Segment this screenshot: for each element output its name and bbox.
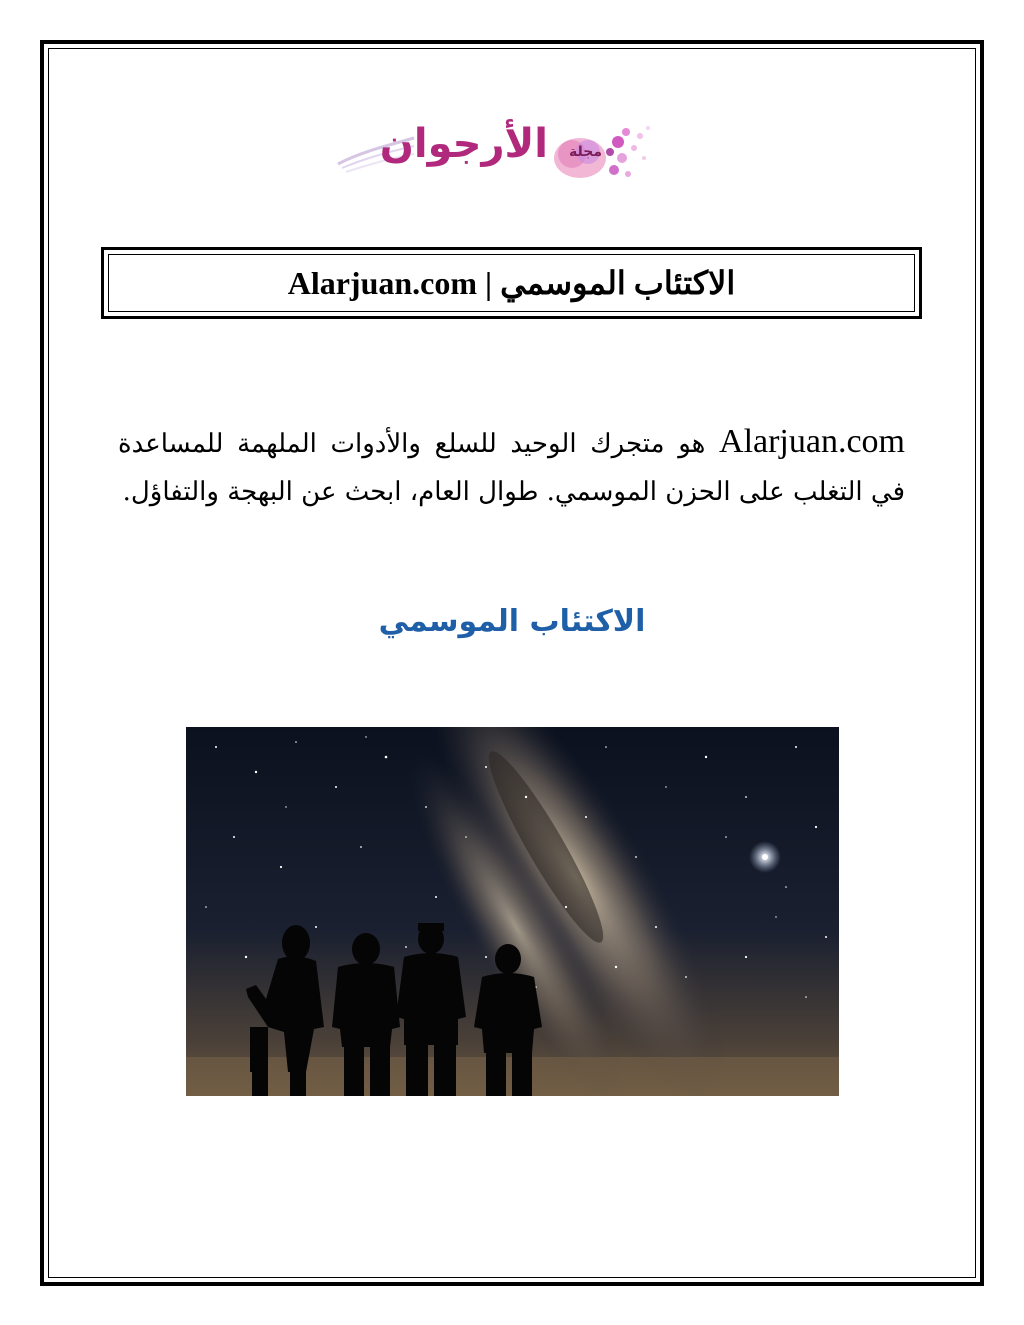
hero-image: [186, 727, 839, 1096]
title-topic: الاكتئاب الموسمي: [500, 265, 736, 301]
intro-brand: Alarjuan.com: [719, 423, 906, 460]
title-box: [101, 247, 922, 319]
bubbles-icon: [604, 118, 666, 188]
logo-name: الأرجوان: [379, 121, 548, 167]
page-border: [40, 40, 984, 1286]
intro-paragraph: [118, 418, 905, 516]
title-box-inner: [108, 254, 915, 312]
logo-badge-label: مجلة: [569, 144, 602, 160]
title-separator: |: [485, 265, 493, 301]
intro-text: هو متجرك الوحيد للسلع والأدوات الملهمة للمساعدة في التغلب على الحزن الموسمي. طوال العام، ابحث عن البهجة والتفاؤل.: [118, 429, 905, 507]
page-title: [288, 264, 736, 302]
site-logo[interactable]: [336, 118, 666, 198]
section-heading: الاكتئاب الموسمي: [378, 604, 646, 639]
milky-way-silhouettes-image: [186, 727, 839, 1096]
title-brand: Alarjuan.com: [287, 265, 478, 301]
